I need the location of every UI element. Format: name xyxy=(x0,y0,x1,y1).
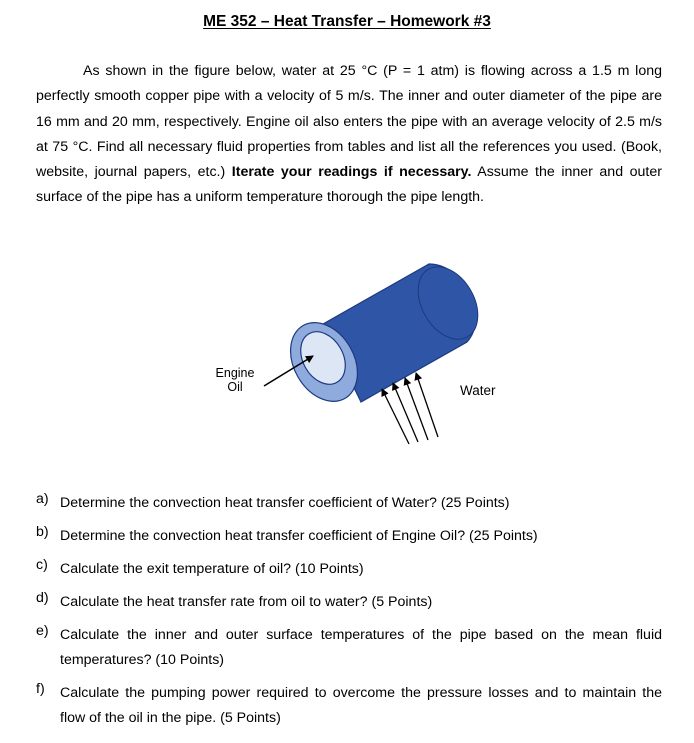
question-c xyxy=(36,557,662,582)
question-text: Determine the convection heat transfer coefficient of Water? (25 Points) xyxy=(60,495,510,511)
engine-oil-label-line1: Engine xyxy=(215,366,255,380)
question-text: Calculate the exit temperature of oil? (10 Points) xyxy=(60,561,364,577)
intro-text: As shown in the figure below, water at 25 °C (P = 1 atm) is flowing across a 1.5 m long perfectly smooth copper pipe with a velocity of 5 m/s. The inner and outer diameter of the pipe are 16 mm and 20 mm, respectively. Engine oil also enters the pipe with an average velocity of 2.5 m/s at 75 °C. Find all necessary fluid properties from tables and list all the references you used. (Book, website, journal papers, etc.) xyxy=(36,63,662,181)
question-text: Calculate the pumping power required to overcome the pressure losses and to maintain the flow of the oil in the pipe. (5 Points) xyxy=(60,685,662,726)
question-e xyxy=(36,623,662,673)
question-a xyxy=(36,491,662,516)
question-d xyxy=(36,590,662,615)
pipe-diagram xyxy=(180,262,540,462)
question-text: Calculate the heat transfer rate from oil to water? (5 Points) xyxy=(60,594,433,610)
water-label: Water xyxy=(460,383,496,398)
question-letter: a) xyxy=(36,491,49,507)
pipe-figure xyxy=(180,262,540,462)
question-f xyxy=(36,681,662,731)
water-flow-arrow-2 xyxy=(393,383,418,442)
question-b xyxy=(36,524,662,549)
intro-bold-text: Iterate your readings if necessary. xyxy=(231,164,472,181)
water-flow-arrow-1 xyxy=(382,389,409,444)
engine-oil-label-line2: Oil xyxy=(227,380,243,394)
page-title xyxy=(0,13,694,31)
question-letter: b) xyxy=(36,524,49,540)
question-text: Determine the convection heat transfer coefficient of Engine Oil? (25 Points) xyxy=(60,528,538,544)
question-letter: f) xyxy=(36,681,45,697)
question-text: Calculate the inner and outer surface temperatures of the pipe based on the mean fluid temperatures? (10 Points) xyxy=(60,627,662,668)
title-text: ME 352 – Heat Transfer – Homework #3 xyxy=(203,13,491,30)
intro-tail-text: Assume the inner and outer surface of the pipe has a uniform temperature thorough the pipe length. xyxy=(36,164,662,206)
water-flow-arrow-3 xyxy=(405,378,428,440)
question-letter: e) xyxy=(36,623,49,639)
question-letter: c) xyxy=(36,557,48,573)
engine-oil-label xyxy=(214,366,256,394)
question-list xyxy=(36,491,662,731)
water-flow-arrow-4 xyxy=(416,373,438,437)
question-letter: d) xyxy=(36,590,49,606)
problem-statement xyxy=(36,59,662,211)
